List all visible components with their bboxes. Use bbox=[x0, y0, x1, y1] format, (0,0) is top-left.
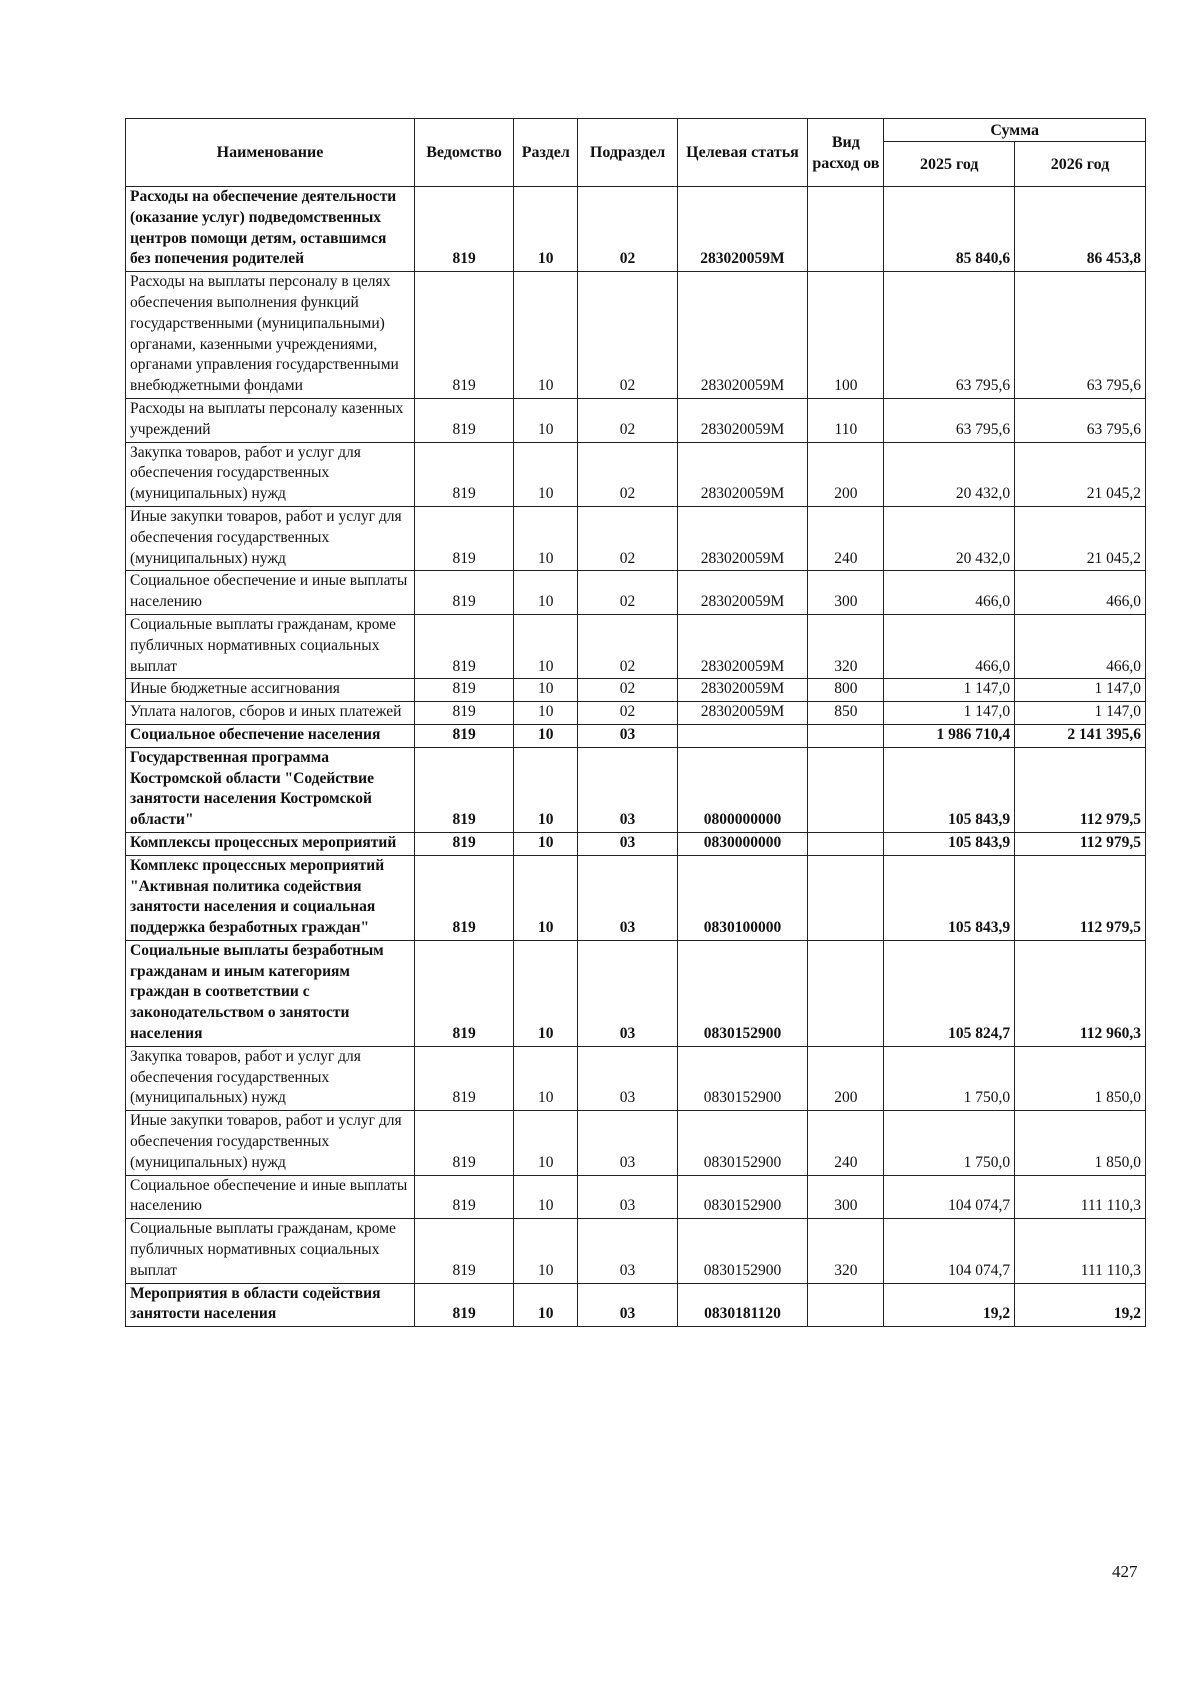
cell-vid-raskhodov: 850 bbox=[808, 702, 884, 725]
cell-razdel: 10 bbox=[514, 187, 578, 272]
cell-sum-2025: 1 147,0 bbox=[884, 679, 1015, 702]
cell-sum-2025: 466,0 bbox=[884, 614, 1015, 678]
cell-sum-2026: 112 979,5 bbox=[1015, 747, 1146, 832]
cell-celevaya-statya: 283020059М bbox=[677, 398, 808, 442]
cell-celevaya-statya: 0830152900 bbox=[677, 940, 808, 1046]
table-row bbox=[126, 940, 1146, 1046]
table-row bbox=[126, 272, 1146, 399]
cell-sum-2026: 112 979,5 bbox=[1015, 832, 1146, 855]
cell-razdel: 10 bbox=[514, 571, 578, 615]
cell-name: Закупка товаров, работ и услуг для обеспечения государственных (муниципальных) нужд bbox=[126, 1046, 415, 1110]
cell-podrazdel: 03 bbox=[578, 1219, 677, 1283]
table-row bbox=[126, 1175, 1146, 1219]
cell-razdel: 10 bbox=[514, 272, 578, 399]
cell-vedomstvo: 819 bbox=[415, 832, 514, 855]
table-row bbox=[126, 614, 1146, 678]
cell-name: Иные бюджетные ассигнования bbox=[126, 679, 415, 702]
cell-sum-2025: 1 986 710,4 bbox=[884, 724, 1015, 747]
cell-vedomstvo: 819 bbox=[415, 398, 514, 442]
cell-sum-2025: 20 432,0 bbox=[884, 506, 1015, 570]
cell-razdel: 10 bbox=[514, 855, 578, 940]
cell-vid-raskhodov: 300 bbox=[808, 571, 884, 615]
cell-name: Социальное обеспечение и иные выплаты населению bbox=[126, 1175, 415, 1219]
cell-celevaya-statya: 0830152900 bbox=[677, 1111, 808, 1175]
cell-razdel: 10 bbox=[514, 1046, 578, 1110]
cell-vid-raskhodov: 320 bbox=[808, 1219, 884, 1283]
cell-vid-raskhodov: 800 bbox=[808, 679, 884, 702]
cell-sum-2026: 1 850,0 bbox=[1015, 1046, 1146, 1110]
cell-celevaya-statya: 0830181120 bbox=[677, 1283, 808, 1327]
table-row bbox=[126, 1046, 1146, 1110]
cell-sum-2025: 105 824,7 bbox=[884, 940, 1015, 1046]
table-row bbox=[126, 571, 1146, 615]
cell-podrazdel: 02 bbox=[578, 571, 677, 615]
cell-podrazdel: 03 bbox=[578, 855, 677, 940]
cell-vedomstvo: 819 bbox=[415, 1219, 514, 1283]
cell-vid-raskhodov: 300 bbox=[808, 1175, 884, 1219]
cell-vedomstvo: 819 bbox=[415, 940, 514, 1046]
cell-sum-2025: 63 795,6 bbox=[884, 398, 1015, 442]
cell-vid-raskhodov: 200 bbox=[808, 1046, 884, 1110]
cell-podrazdel: 02 bbox=[578, 272, 677, 399]
cell-podrazdel: 02 bbox=[578, 187, 677, 272]
cell-podrazdel: 03 bbox=[578, 1046, 677, 1110]
cell-vid-raskhodov bbox=[808, 855, 884, 940]
table-row bbox=[126, 506, 1146, 570]
cell-sum-2025: 105 843,9 bbox=[884, 747, 1015, 832]
cell-celevaya-statya bbox=[677, 724, 808, 747]
cell-podrazdel: 02 bbox=[578, 679, 677, 702]
cell-name: Государственная программа Костромской области "Содействие занятости населения Костромской области" bbox=[126, 747, 415, 832]
cell-name: Расходы на выплаты персоналу в целях обеспечения выполнения функций государственными (муниципальными) органами, казенными учреждениями, органами управления государственными внебюджетными фондами bbox=[126, 272, 415, 399]
table-row bbox=[126, 1111, 1146, 1175]
cell-celevaya-statya: 283020059М bbox=[677, 571, 808, 615]
cell-vid-raskhodov: 240 bbox=[808, 1111, 884, 1175]
table-row bbox=[126, 187, 1146, 272]
cell-vedomstvo: 819 bbox=[415, 506, 514, 570]
cell-vedomstvo: 819 bbox=[415, 1283, 514, 1327]
cell-sum-2026: 86 453,8 bbox=[1015, 187, 1146, 272]
cell-celevaya-statya: 283020059М bbox=[677, 272, 808, 399]
table-row bbox=[126, 398, 1146, 442]
cell-vedomstvo: 819 bbox=[415, 614, 514, 678]
header-razdel: Раздел bbox=[514, 119, 578, 187]
cell-celevaya-statya: 0830000000 bbox=[677, 832, 808, 855]
cell-razdel: 10 bbox=[514, 398, 578, 442]
cell-razdel: 10 bbox=[514, 724, 578, 747]
cell-razdel: 10 bbox=[514, 1111, 578, 1175]
cell-name: Социальные выплаты гражданам, кроме публичных нормативных социальных выплат bbox=[126, 614, 415, 678]
cell-podrazdel: 03 bbox=[578, 832, 677, 855]
cell-name: Закупка товаров, работ и услуг для обеспечения государственных (муниципальных) нужд bbox=[126, 442, 415, 506]
cell-name: Социальное обеспечение населения bbox=[126, 724, 415, 747]
cell-vid-raskhodov bbox=[808, 724, 884, 747]
cell-sum-2025: 1 750,0 bbox=[884, 1046, 1015, 1110]
cell-razdel: 10 bbox=[514, 614, 578, 678]
page-number: 427 bbox=[1112, 1562, 1138, 1581]
cell-podrazdel: 02 bbox=[578, 506, 677, 570]
cell-razdel: 10 bbox=[514, 702, 578, 725]
cell-sum-2026: 63 795,6 bbox=[1015, 398, 1146, 442]
cell-sum-2026: 19,2 bbox=[1015, 1283, 1146, 1327]
cell-name: Расходы на обеспечение деятельности (оказание услуг) подведомственных центров помощи детям, оставшимся без попечения родителей bbox=[126, 187, 415, 272]
cell-name: Иные закупки товаров, работ и услуг для обеспечения государственных (муниципальных) нужд bbox=[126, 506, 415, 570]
cell-name: Социальное обеспечение и иные выплаты населению bbox=[126, 571, 415, 615]
cell-vedomstvo: 819 bbox=[415, 187, 514, 272]
cell-podrazdel: 02 bbox=[578, 614, 677, 678]
cell-sum-2026: 21 045,2 bbox=[1015, 442, 1146, 506]
cell-celevaya-statya: 283020059М bbox=[677, 187, 808, 272]
cell-name: Уплата налогов, сборов и иных платежей bbox=[126, 702, 415, 725]
cell-sum-2026: 112 979,5 bbox=[1015, 855, 1146, 940]
cell-razdel: 10 bbox=[514, 1175, 578, 1219]
table-row bbox=[126, 442, 1146, 506]
table-row bbox=[126, 702, 1146, 725]
cell-podrazdel: 03 bbox=[578, 940, 677, 1046]
budget-table bbox=[125, 118, 1146, 1327]
cell-podrazdel: 03 bbox=[578, 747, 677, 832]
cell-vid-raskhodov: 240 bbox=[808, 506, 884, 570]
cell-name: Мероприятия в области содействия занятости населения bbox=[126, 1283, 415, 1327]
cell-podrazdel: 03 bbox=[578, 724, 677, 747]
cell-celevaya-statya: 283020059М bbox=[677, 614, 808, 678]
cell-razdel: 10 bbox=[514, 747, 578, 832]
cell-vid-raskhodov bbox=[808, 187, 884, 272]
cell-vedomstvo: 819 bbox=[415, 1046, 514, 1110]
cell-sum-2025: 466,0 bbox=[884, 571, 1015, 615]
cell-podrazdel: 03 bbox=[578, 1175, 677, 1219]
header-name: Наименование bbox=[126, 119, 415, 187]
cell-vid-raskhodov: 110 bbox=[808, 398, 884, 442]
cell-sum-2025: 105 843,9 bbox=[884, 855, 1015, 940]
cell-name: Расходы на выплаты персоналу казенных учреждений bbox=[126, 398, 415, 442]
cell-sum-2025: 85 840,6 bbox=[884, 187, 1015, 272]
cell-celevaya-statya: 0830100000 bbox=[677, 855, 808, 940]
cell-vedomstvo: 819 bbox=[415, 724, 514, 747]
header-vid-raskhodov: Вид расход ов bbox=[808, 119, 884, 187]
cell-podrazdel: 02 bbox=[578, 442, 677, 506]
cell-sum-2025: 1 147,0 bbox=[884, 702, 1015, 725]
cell-sum-2026: 111 110,3 bbox=[1015, 1175, 1146, 1219]
cell-vedomstvo: 819 bbox=[415, 442, 514, 506]
cell-sum-2025: 105 843,9 bbox=[884, 832, 1015, 855]
cell-vedomstvo: 819 bbox=[415, 855, 514, 940]
cell-celevaya-statya: 283020059М bbox=[677, 679, 808, 702]
cell-sum-2026: 111 110,3 bbox=[1015, 1219, 1146, 1283]
cell-vedomstvo: 819 bbox=[415, 1111, 514, 1175]
cell-celevaya-statya: 283020059М bbox=[677, 506, 808, 570]
cell-vid-raskhodov bbox=[808, 747, 884, 832]
cell-vedomstvo: 819 bbox=[415, 571, 514, 615]
cell-sum-2026: 21 045,2 bbox=[1015, 506, 1146, 570]
cell-vid-raskhodov bbox=[808, 940, 884, 1046]
cell-sum-2025: 63 795,6 bbox=[884, 272, 1015, 399]
cell-sum-2026: 1 147,0 bbox=[1015, 702, 1146, 725]
table-row bbox=[126, 855, 1146, 940]
cell-vid-raskhodov: 100 bbox=[808, 272, 884, 399]
cell-vid-raskhodov: 320 bbox=[808, 614, 884, 678]
cell-vid-raskhodov bbox=[808, 832, 884, 855]
cell-razdel: 10 bbox=[514, 442, 578, 506]
cell-vid-raskhodov bbox=[808, 1283, 884, 1327]
cell-vedomstvo: 819 bbox=[415, 272, 514, 399]
cell-sum-2026: 112 960,3 bbox=[1015, 940, 1146, 1046]
cell-celevaya-statya: 283020059М bbox=[677, 442, 808, 506]
cell-sum-2025: 1 750,0 bbox=[884, 1111, 1015, 1175]
table-row bbox=[126, 1283, 1146, 1327]
cell-sum-2025: 19,2 bbox=[884, 1283, 1015, 1327]
cell-podrazdel: 02 bbox=[578, 702, 677, 725]
header-year-2026: 2026 год bbox=[1015, 142, 1146, 187]
cell-sum-2026: 466,0 bbox=[1015, 571, 1146, 615]
cell-razdel: 10 bbox=[514, 1219, 578, 1283]
cell-podrazdel: 02 bbox=[578, 398, 677, 442]
cell-sum-2026: 1 850,0 bbox=[1015, 1111, 1146, 1175]
cell-podrazdel: 03 bbox=[578, 1111, 677, 1175]
cell-name: Комплекс процессных мероприятий "Активная политика содействия занятости населения и социальная поддержка безработных граждан" bbox=[126, 855, 415, 940]
cell-podrazdel: 03 bbox=[578, 1283, 677, 1327]
cell-sum-2026: 63 795,6 bbox=[1015, 272, 1146, 399]
cell-razdel: 10 bbox=[514, 506, 578, 570]
header-vedomstvo: Ведомство bbox=[415, 119, 514, 187]
cell-razdel: 10 bbox=[514, 679, 578, 702]
table-body bbox=[126, 187, 1146, 1327]
header-podrazdel: Подраздел bbox=[578, 119, 677, 187]
cell-celevaya-statya: 0800000000 bbox=[677, 747, 808, 832]
cell-vid-raskhodov: 200 bbox=[808, 442, 884, 506]
cell-celevaya-statya: 0830152900 bbox=[677, 1175, 808, 1219]
cell-sum-2026: 1 147,0 bbox=[1015, 679, 1146, 702]
cell-sum-2026: 2 141 395,6 bbox=[1015, 724, 1146, 747]
cell-celevaya-statya: 283020059М bbox=[677, 702, 808, 725]
cell-name: Иные закупки товаров, работ и услуг для обеспечения государственных (муниципальных) нужд bbox=[126, 1111, 415, 1175]
header-year-2025: 2025 год bbox=[884, 142, 1015, 187]
cell-name: Социальные выплаты гражданам, кроме публичных нормативных социальных выплат bbox=[126, 1219, 415, 1283]
cell-name: Социальные выплаты безработным гражданам и иным категориям граждан в соответствии с законодательством о занятости населения bbox=[126, 940, 415, 1046]
cell-sum-2025: 20 432,0 bbox=[884, 442, 1015, 506]
table-row bbox=[126, 1219, 1146, 1283]
cell-vedomstvo: 819 bbox=[415, 679, 514, 702]
table-row bbox=[126, 724, 1146, 747]
header-celevaya-statya: Целевая статья bbox=[677, 119, 808, 187]
table-row bbox=[126, 832, 1146, 855]
cell-razdel: 10 bbox=[514, 940, 578, 1046]
cell-razdel: 10 bbox=[514, 1283, 578, 1327]
cell-celevaya-statya: 0830152900 bbox=[677, 1219, 808, 1283]
cell-sum-2025: 104 074,7 bbox=[884, 1175, 1015, 1219]
cell-celevaya-statya: 0830152900 bbox=[677, 1046, 808, 1110]
table-row bbox=[126, 679, 1146, 702]
cell-sum-2025: 104 074,7 bbox=[884, 1219, 1015, 1283]
cell-razdel: 10 bbox=[514, 832, 578, 855]
cell-sum-2026: 466,0 bbox=[1015, 614, 1146, 678]
cell-vedomstvo: 819 bbox=[415, 702, 514, 725]
table-row bbox=[126, 747, 1146, 832]
header-summa: Сумма bbox=[884, 119, 1146, 142]
cell-name: Комплексы процессных мероприятий bbox=[126, 832, 415, 855]
cell-vedomstvo: 819 bbox=[415, 747, 514, 832]
cell-vedomstvo: 819 bbox=[415, 1175, 514, 1219]
